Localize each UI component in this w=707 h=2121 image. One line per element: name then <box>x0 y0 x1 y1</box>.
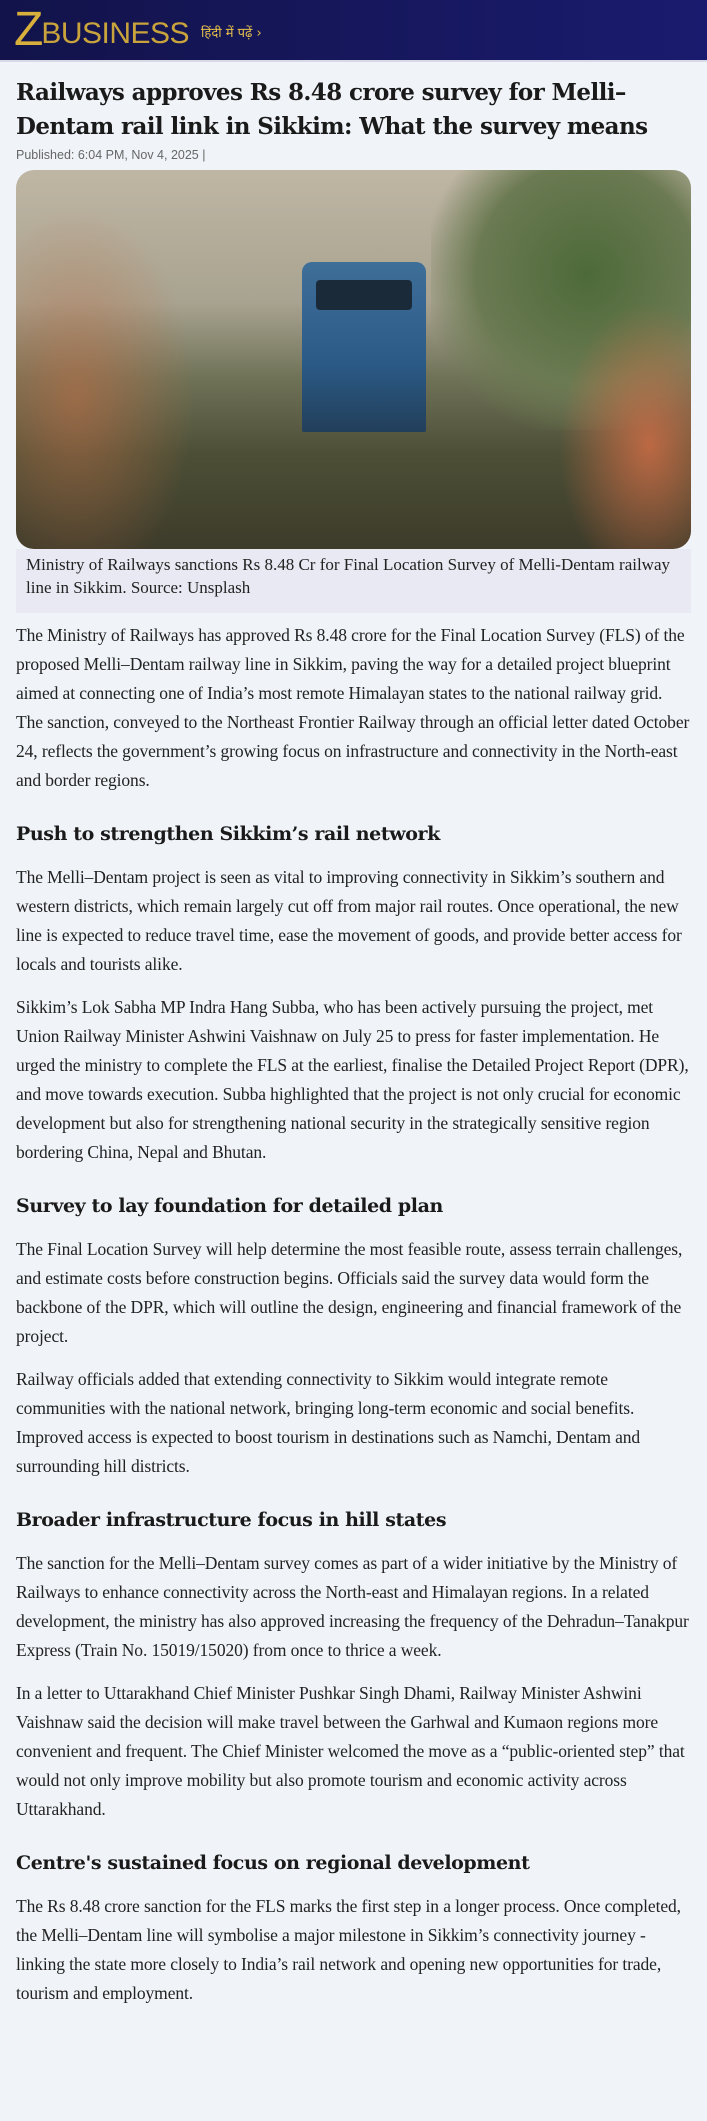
logo-z: Z <box>14 3 44 56</box>
article-title: Railways approves Rs 8.48 crore survey for Melli–Dentam rail link in Sikkim: What the survey means <box>16 79 648 140</box>
train-shape <box>302 262 426 432</box>
image-caption: Ministry of Railways sanctions Rs 8.48 Cr for Final Location Survey of Melli-Dentam railway line in Sikkim. Source: Unsplash <box>16 549 691 613</box>
section-heading: Survey to lay foundation for detailed plan <box>16 1195 443 1217</box>
paragraph: In a letter to Uttarakhand Chief Minister Pushkar Singh Dhami, Railway Minister Ashwini Vaishnaw said the decision will make travel between the Garhwal and Kumaon regions more convenient and frequent. The Chief Minister welcomed the move as a “public-oriented step” that would not only improve mobility but also promote tourism and economic activity across Uttarakhand. <box>16 1683 685 1819</box>
article-figure <box>16 170 691 613</box>
paragraph: The Final Location Survey will help determine the most feasible route, assess terrain challenges, and estimate costs before construction begins. Officials said the survey data would form the backbone of the DPR, which will outline the design, engineering and financial framework of the project. <box>16 1239 683 1346</box>
section-heading: Push to strengthen Sikkim’s rail network <box>16 823 440 845</box>
train-photo <box>16 170 691 549</box>
section-heading: Broader infrastructure focus in hill states <box>16 1509 447 1531</box>
intro-paragraph: The Ministry of Railways has approved Rs 8.48 crore for the Final Location Survey (FLS) of the proposed Melli–Dentam railway line in Sikkim, paving the way for a detailed project blueprint aimed at connecting one of India’s most remote Himalayan states to the national railway grid. The sanction, conveyed to the Northeast Frontier Railway through an official letter dated October 24, reflects the government’s growing focus on infrastructure and connectivity in the North-east and border regions. <box>16 625 690 790</box>
chevron-right-icon: › <box>256 26 262 41</box>
article-body <box>0 613 707 2008</box>
section-heading: Centre's sustained focus on regional development <box>16 1852 530 1874</box>
read-in-hindi-link[interactable] <box>201 23 262 41</box>
paragraph: Sikkim’s Lok Sabha MP Indra Hang Subba, who has been actively pursuing the project, met Union Railway Minister Ashwini Vaishnaw on July 25 to press for faster implementation. He urged the ministry to complete the FLS at the earliest, finalise the Detailed Project Report (DPR), and move towards execution. Subba highlighted that the project is not only crucial for economic development but also for strengthening national security in the strategically sensitive region bordering China, Nepal and Bhutan. <box>16 997 689 1162</box>
paragraph: The Melli–Dentam project is seen as vital to improving connectivity in Sikkim’s southern and western districts, which remain largely cut off from major rail routes. Once operational, the new line is expected to reduce travel time, ease the movement of goods, and provide better access for locals and tourists alike. <box>16 867 682 974</box>
hindi-link-label: हिंदी में पढ़ें <box>201 26 253 41</box>
paragraph: Railway officials added that extending connectivity to Sikkim would integrate remote communities with the national network, bringing long-term economic and social benefits. Improved access is expected to boost tourism in destinations such as Namchi, Dentam and surrounding hill districts. <box>16 1369 641 1476</box>
paragraph: The sanction for the Melli–Dentam survey comes as part of a wider initiative by the Ministry of Railways to enhance connectivity across the North-east and Himalayan regions. In a related development, the ministry has also approved increasing the frequency of the Dehradun–Tanakpur Express (Train No. 15019/15020) from once to thrice a week. <box>16 1553 689 1660</box>
zee-business-logo[interactable] <box>14 3 190 56</box>
paragraph: The Rs 8.48 crore sanction for the FLS marks the first step in a longer process. Once completed, the Melli–Dentam line will symbolise a major milestone in Sikkim’s connectivity journey - linking the state more closely to India’s rail network and opening new opportunities for trade, tourism and employment. <box>16 1896 681 2003</box>
logo-text: BUSINESS <box>41 17 190 50</box>
site-header <box>0 0 707 62</box>
published-date: Published: 6:04 PM, Nov 4, 2025 | <box>16 148 206 162</box>
